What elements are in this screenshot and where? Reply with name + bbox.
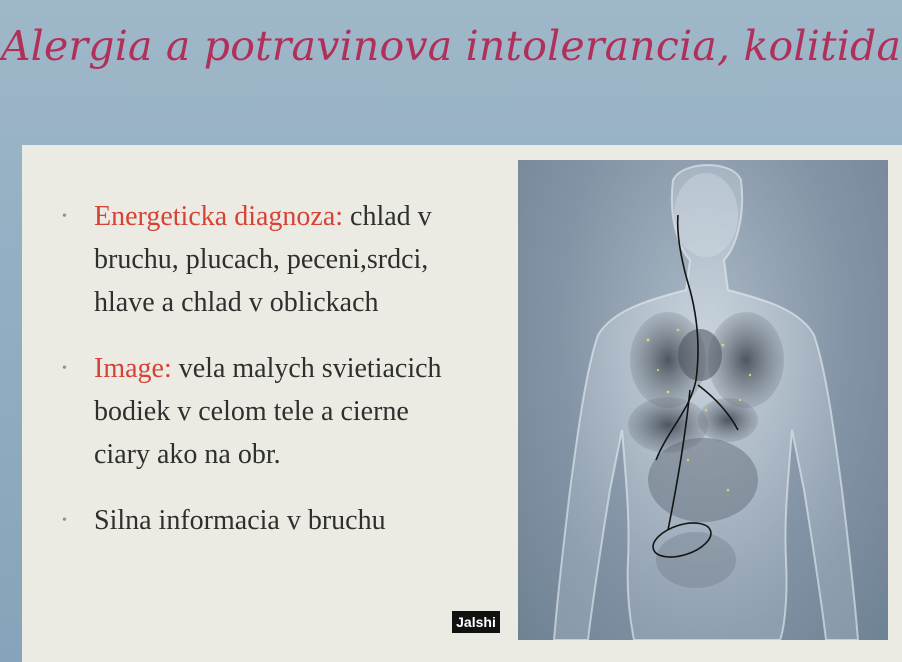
bullet-text: Silna informacia v bruchu [94,505,386,536]
bullet-key: Image: [94,353,172,384]
human-anatomy-icon [518,160,888,640]
bullet-dot-icon: • [62,513,67,528]
bullet-dot-icon: • [62,361,67,376]
bullet-list [62,195,462,542]
watermark-badge: Jalshi [452,611,500,633]
bullet-item-abdomen [62,499,462,542]
bullet-item-diagnosis [62,195,462,324]
bullet-key: Energeticka diagnoza: [94,201,344,232]
bullet-text: vela malych svietiacich bodiek v celom tele a cierne ciary ako na obr. [94,353,442,470]
slide-title: Alergia a potravinova intolerancia, kolitida [0,22,902,70]
bullet-item-image [62,347,462,476]
bullet-dot-icon: • [62,209,67,224]
content-panel [22,145,902,662]
bullet-text: chlad v bruchu, plucach, peceni,srdci, hlave a chlad v oblickach [94,201,432,318]
